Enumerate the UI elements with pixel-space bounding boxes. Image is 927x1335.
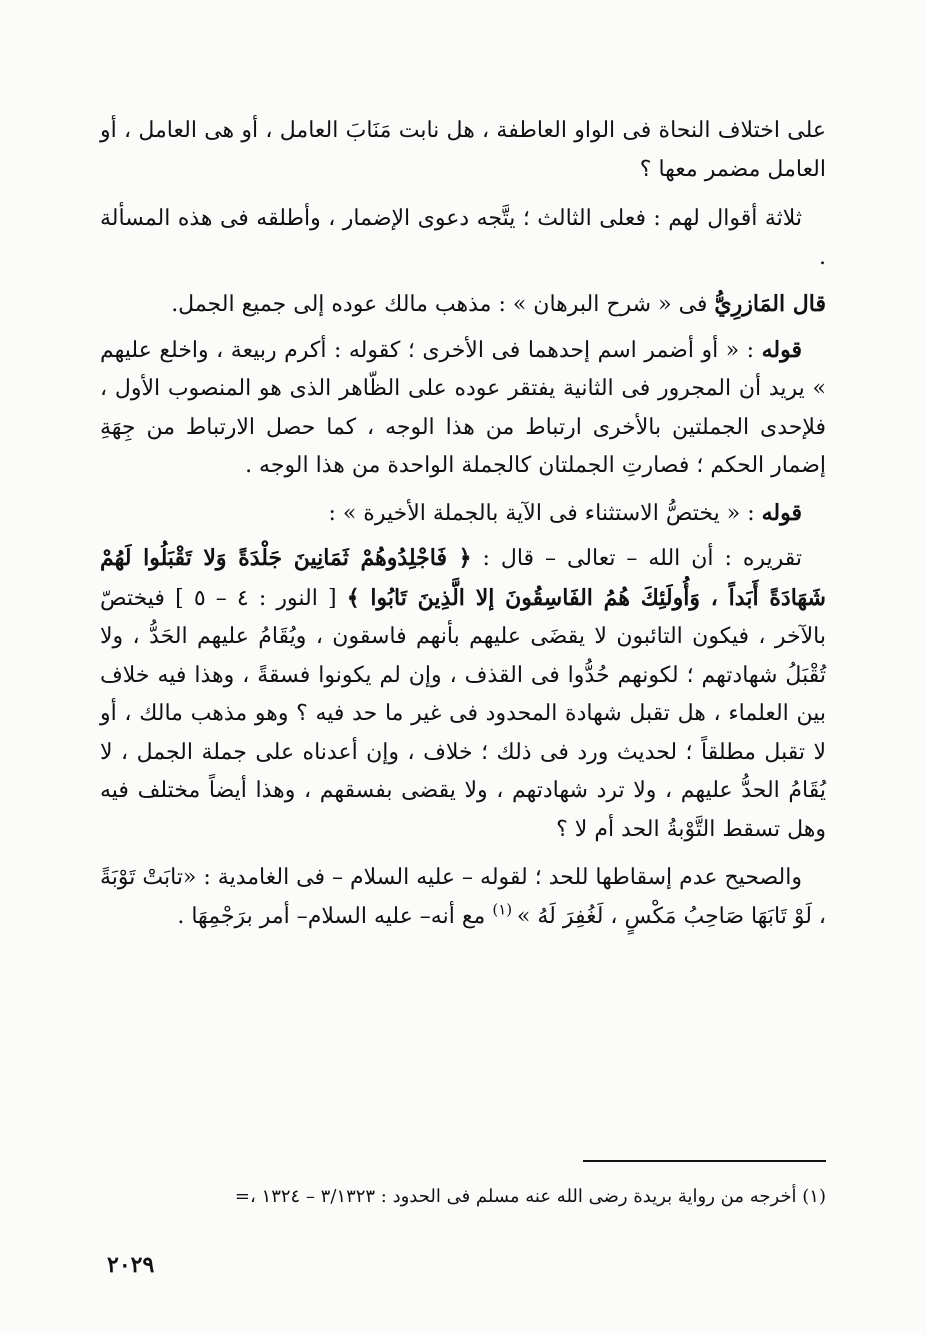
paragraph-4 [100, 331, 826, 486]
paragraph-text: [ النور : ٤ – ٥ ] فيختصّ بالآخر ، فيكون التائبون لا يقضَى عليهم بأنهم فاسقون ، ويُقَامُ عليهم الحَدُّ ، ولا تُقْبَلُ شهادتهم ؛ لكونهم حُدُّوا فى القذف ، وإن لم يكونوا فسقةً ، وهذا فيه خلاف بين العلماء ، هل تقبل شهادة المحدود فى غير ما حد فيه ؟ وهو مذهب مالك ، أو لا تقبل مطلقاً ؛ لحديث ورد فى ذلك ؛ خلاف ، وإن أعدناه على جملة الجمل ، لا يُقَامُ الحدُّ عليهم ، ولا ترد شهادتهم ، ولا يقضى بفسقهم ، وهذا أيضاً مختلف فيه وهل تسقط التَّوْبةُ الحد أم لا ؟ [100, 585, 826, 842]
paragraph-text: : « أو أضمر اسم إحدهما فى الأخرى ؛ كقوله : أكرم ربيعة ، واخلع عليهم » يريد أن المجرور فى الثانية يفتقر عوده على الظّاهر الذى هو المنصوب الأول ، فلإحدى الجملتين بالأخرى ارتباط من هذا الوجه ، كما حصل الارتباط من جِهَةِ إضمار الحكم ؛ فصارتِ الجملتان كالجملة الواحدة من هذا الوجه . [100, 337, 826, 478]
paragraph-7 [100, 859, 826, 936]
paragraph-text: مع أنه– عليه السلام– أمر برَجْمِهَا . [177, 903, 493, 929]
paragraph-text: على اختلاف النحاة فى الواو العاطفة ، هل نابت مَنَابَ العامل ، أو هى العامل ، أو العامل مضمر معها ؟ [100, 118, 826, 182]
paragraph-5 [100, 494, 826, 534]
paragraph-lead: قال المَازرِيُّ [714, 291, 826, 317]
page-number: ٢٠٢٩ [107, 1252, 155, 1278]
footnote-reference[interactable]: (١) [492, 900, 517, 919]
paragraph-lead: قوله [761, 336, 802, 363]
paragraph-1 [100, 112, 826, 189]
paragraph-text: : « يختصُّ الاستثناء فى الآية بالجملة الأخيرة » : [328, 500, 762, 526]
paragraph-6 [100, 539, 826, 849]
footnote: (١) أخرجه من رواية بريدة رضى الله عنه مسلم فى الحدود : ٣/١٣٢٣ – ١٣٢٤ ،= [234, 1186, 826, 1207]
quran-verse: ﴿ فَاجْلِدُوهُمْ ثَمَانِينَ جَلْدَةً وَلا تَقْبَلُوا لَهُمْ شَهَادَةً أَبَداً ، وَأُولَئِكَ هُمُ الفَاسِقُونَ إلا الَّذِينَ تَابُوا ﴾ [100, 545, 826, 611]
paragraph-text: تقريره : أن الله – تعالى – قال : [471, 546, 802, 571]
paragraph-2 [100, 200, 826, 277]
paragraph-text: والصحيح عدم إسقاطها للحد ؛ لقوله – عليه السلام – فى الغامدية : «تابَتْ تَوْبَةً ، لَوْ تَابَهَا صَاحِبُ مَكْسٍ ، لَغُفِرَ لَهُ » [99, 865, 826, 929]
paragraph-text: ثلاثة أقوال لهم : فعلى الثالث ؛ يتَّجه دعوى الإضمار ، وأطلقه فى هذه المسألة . [100, 206, 826, 270]
footnote-divider [583, 1160, 826, 1162]
paragraph-text: فى « شرح البرهان » : مذهب مالك عوده إلى جميع الجمل. [171, 292, 715, 317]
main-text [100, 112, 826, 936]
paragraph-3 [100, 285, 826, 325]
paragraph-lead: قوله [761, 499, 802, 526]
